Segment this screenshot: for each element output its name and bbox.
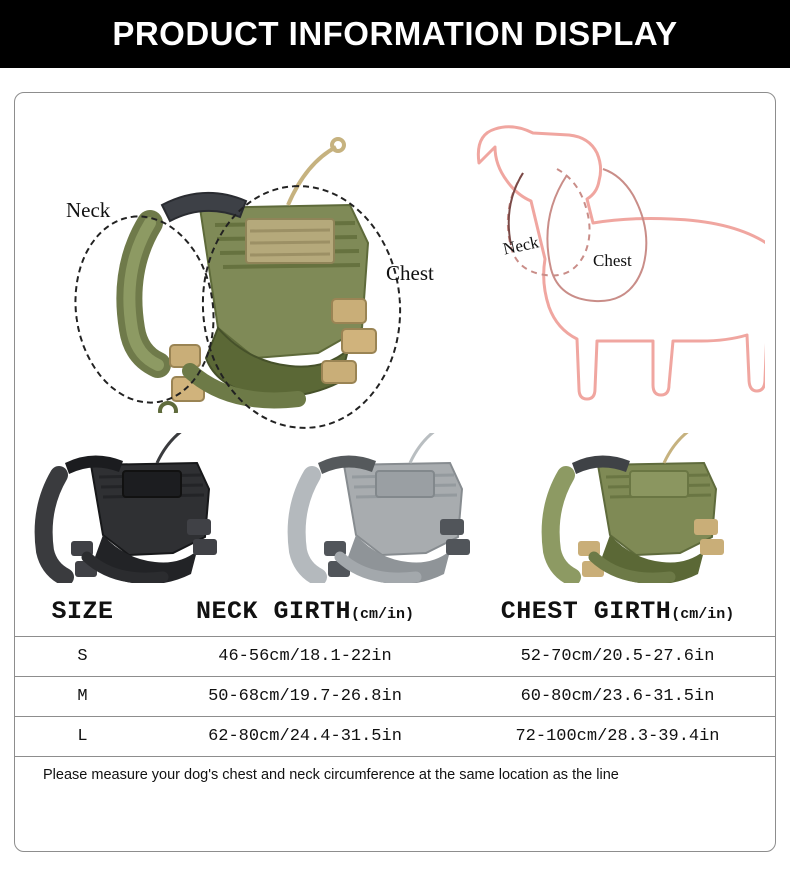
black-harness-icon [29,433,254,583]
illustration-area [15,93,775,423]
dog-neck-label: Neck [501,232,541,259]
table-note-row [15,757,775,793]
header-neck-text: NECK GIRTH [195,597,351,626]
page-title: PRODUCT INFORMATION DISPLAY [112,15,678,52]
green-harness-icon [536,433,761,583]
header-chest-unit: (cm/in) [671,606,735,623]
dog-outline-diagram [415,111,765,421]
table-row [15,637,775,677]
chest-label: Chest [386,261,434,285]
cell-neck: 50-68cm/19.7-26.8in [150,677,460,717]
header-size: SIZE [51,597,114,626]
variant-grey [282,433,507,583]
variant-black [29,433,254,583]
header-neck-girth [150,591,460,637]
dog-outline-svg [415,111,765,421]
page-header-banner [0,0,790,68]
dog-chest-label: Chest [593,251,632,270]
cell-size: M [15,677,150,717]
table-row [15,677,775,717]
content-frame [14,92,776,852]
header-chest-girth [460,591,775,637]
size-chart-table [15,591,775,792]
neck-label: Neck [66,198,111,222]
cell-chest: 60-80cm/23.6-31.5in [460,677,775,717]
header-chest-text: CHEST GIRTH [500,597,672,626]
cell-size: L [15,717,150,757]
main-harness-photo [50,113,434,413]
cell-neck: 62-80cm/24.4-31.5in [150,717,460,757]
cell-chest: 72-100cm/28.3-39.4in [460,717,775,757]
color-variants-row [15,428,775,588]
header-neck-unit: (cm/in) [351,606,415,623]
table-row [15,717,775,757]
cell-chest: 52-70cm/20.5-27.6in [460,637,775,677]
cell-size: S [15,637,150,677]
table-header [15,591,775,637]
variant-green [536,433,761,583]
grey-harness-icon [282,433,507,583]
cell-neck: 46-56cm/18.1-22in [150,637,460,677]
table-body [15,637,775,793]
measurement-note: Please measure your dog's chest and neck circumference at the same location as the line [15,757,775,793]
